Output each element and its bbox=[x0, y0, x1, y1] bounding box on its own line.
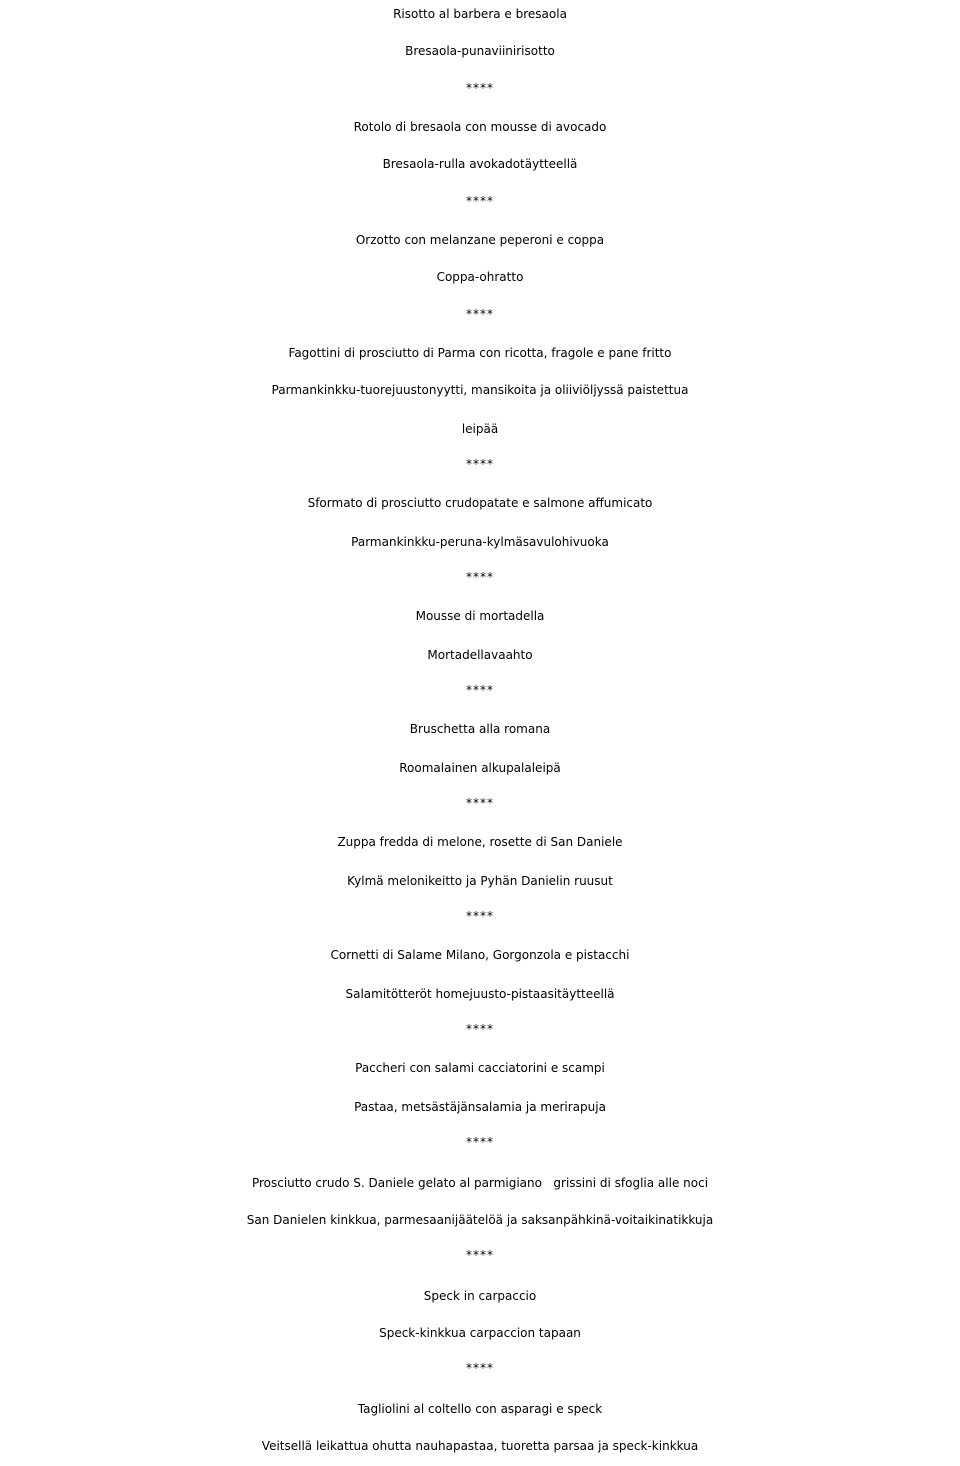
course-6-finnish: Mortadellavaahto bbox=[427, 648, 533, 662]
course-9-finnish: Salamitötteröt homejuusto-pistaasitäytteellä bbox=[345, 987, 615, 1001]
course-3-italian: Orzotto con melanzane peperoni e coppa bbox=[355, 233, 605, 247]
course-5-finnish: Parmankinkku-peruna-kylmäsavulohivuoka bbox=[351, 535, 609, 549]
course-12-italian: Speck in carpaccio bbox=[423, 1289, 537, 1303]
course-8-italian: Zuppa fredda di melone, rosette di San Daniele bbox=[337, 835, 623, 849]
course-4-italian: Fagottini di prosciutto di Parma con ricotta, fragole e pane fritto bbox=[288, 346, 672, 360]
separator-6: **** bbox=[466, 683, 494, 697]
course-7-finnish: Roomalainen alkupalaleipä bbox=[399, 761, 561, 775]
course-10-italian: Paccheri con salami cacciatorini e scampi bbox=[355, 1061, 605, 1075]
course-13-finnish: Veitsellä leikattua ohutta nauhapastaa, tuoretta parsaa ja speck-kinkkua bbox=[261, 1439, 699, 1453]
course-7-italian: Bruschetta alla romana bbox=[409, 722, 551, 736]
separator-3: **** bbox=[466, 307, 494, 321]
separator-2: **** bbox=[466, 194, 494, 208]
course-1-finnish: Bresaola-punaviinirisotto bbox=[405, 44, 555, 58]
separator-9: **** bbox=[466, 1022, 494, 1036]
course-4-finnish: Parmankinkku-tuorejuustonyytti, mansikoita ja oliiviöljyssä paistettua bbox=[271, 383, 689, 397]
course-12-finnish: Speck-kinkkua carpaccion tapaan bbox=[379, 1326, 581, 1340]
separator-11: **** bbox=[466, 1248, 494, 1262]
course-5-italian: Sformato di prosciutto crudopatate e salmone affumicato bbox=[307, 496, 653, 510]
course-2-italian: Rotolo di bresaola con mousse di avocado bbox=[353, 120, 607, 134]
course-11-italian: Prosciutto crudo S. Daniele gelato al parmigiano grissini di sfoglia alle noci bbox=[251, 1176, 709, 1190]
course-4-finnish-continued: leipää bbox=[461, 422, 499, 436]
separator-5: **** bbox=[466, 570, 494, 584]
course-6-italian: Mousse di mortadella bbox=[415, 609, 545, 623]
separator-10: **** bbox=[466, 1135, 494, 1149]
course-11-finnish: San Danielen kinkkua, parmesaanijäätelöä ja saksanpähkinä-voitaikinatikkuja bbox=[246, 1213, 714, 1227]
course-8-finnish: Kylmä melonikeitto ja Pyhän Danielin ruusut bbox=[347, 874, 613, 888]
course-3-finnish: Coppa-ohratto bbox=[436, 270, 524, 284]
separator-1: **** bbox=[466, 81, 494, 95]
course-2-finnish: Bresaola-rulla avokadotäytteellä bbox=[382, 157, 578, 171]
separator-12: **** bbox=[466, 1361, 494, 1375]
course-13-italian: Tagliolini al coltello con asparagi e speck bbox=[357, 1402, 603, 1416]
separator-4: **** bbox=[466, 457, 494, 471]
separator-7: **** bbox=[466, 796, 494, 810]
course-9-italian: Cornetti di Salame Milano, Gorgonzola e pistacchi bbox=[330, 948, 630, 962]
separator-8: **** bbox=[466, 909, 494, 923]
course-10-finnish: Pastaa, metsästäjänsalamia ja merirapuja bbox=[354, 1100, 606, 1114]
course-1-italian: Risotto al barbera e bresaola bbox=[393, 7, 567, 21]
